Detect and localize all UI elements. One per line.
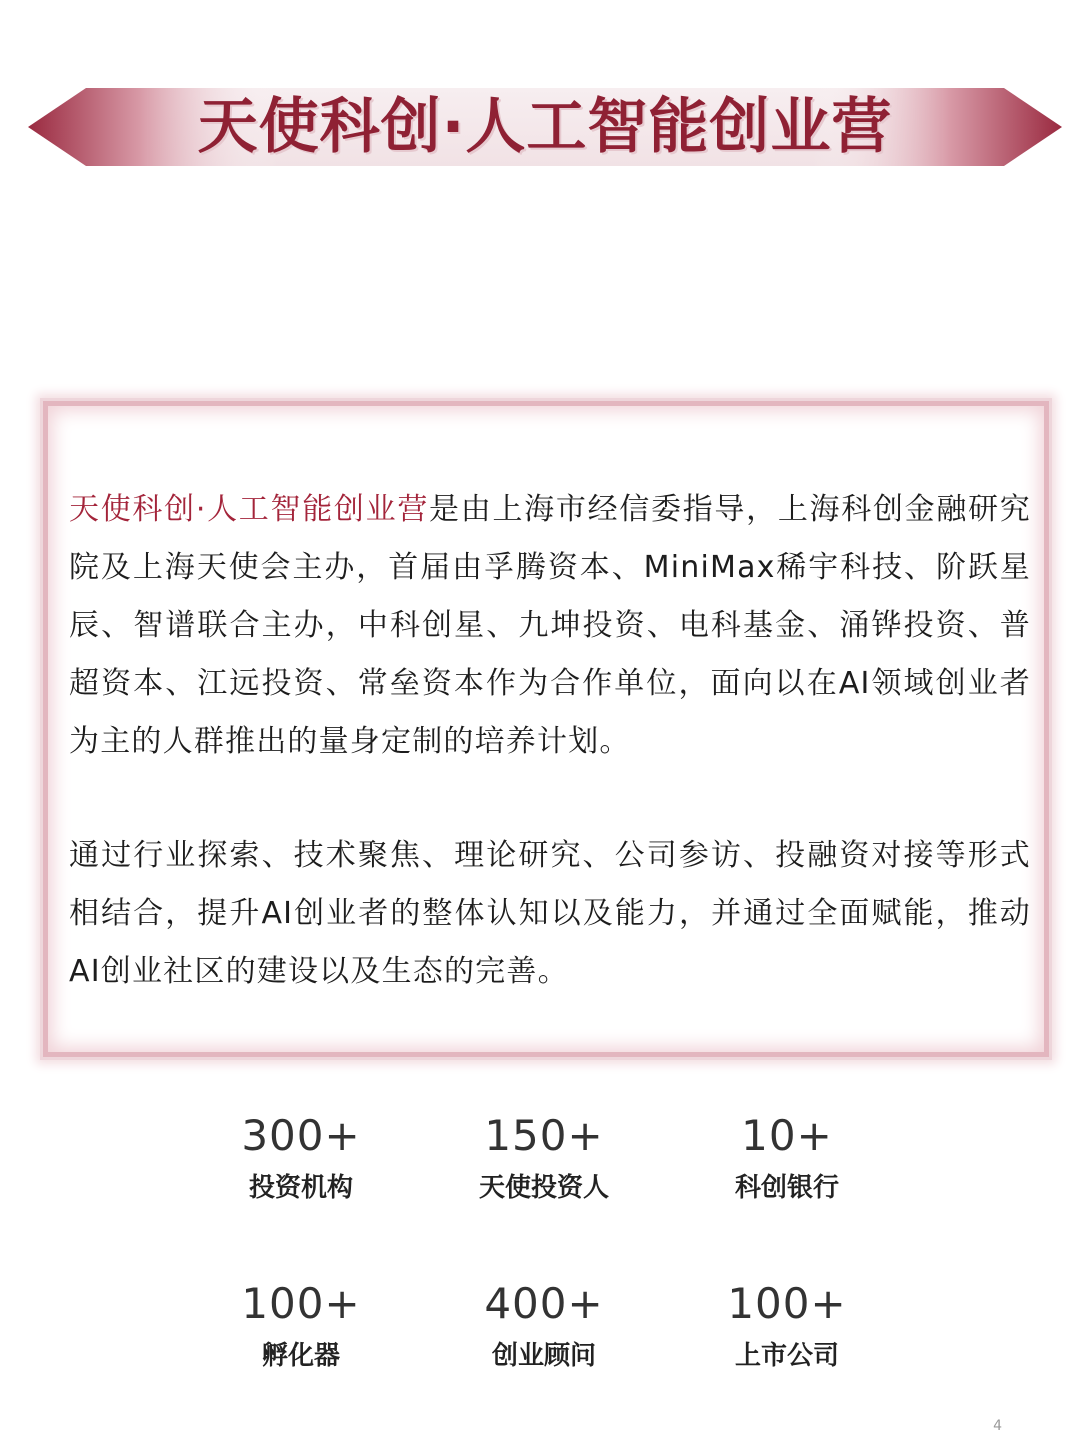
stat-label: 孵化器: [261, 1341, 340, 1371]
stat-value: 300+: [241, 1111, 361, 1160]
stat-label: 天使投资人: [478, 1173, 609, 1203]
stat-item: [666, 1276, 908, 1376]
stat-label: 科创银行: [734, 1173, 839, 1203]
intro-paragraph-1-text: 是由上海市经信委指导，上海科创金融研究院及上海天使会主办，首届由孚腾资本、MiniMax稀宇科技、阶跃星辰、智谱联合主办，中科创星、九坤投资、电科基金、涌铧投资、普超资本、江远投资、常垒资本作为合作单位，面向以在AI领域创业者为主的人群推出的量身定制的培养计划。: [69, 492, 1031, 759]
stat-value: 100+: [727, 1279, 847, 1328]
page-number: 4: [993, 1418, 1002, 1434]
intro-paragraph-2: 通过行业探索、技术聚焦、理论研究、公司参访、投融资对接等形式相结合，提升AI创业者的整体认知以及能力，并通过全面赋能，推动AI创业社区的建设以及生态的完善。: [69, 838, 1031, 989]
stat-value: 150+: [484, 1111, 604, 1160]
title-banner: [28, 84, 1062, 170]
stat-item: [423, 1276, 665, 1376]
program-name-highlight: 天使科创·人工智能创业营: [69, 492, 430, 527]
stat-item: [180, 1108, 422, 1208]
stat-item: [666, 1108, 908, 1208]
stat-label: 创业顾问: [491, 1341, 596, 1371]
stat-value: 400+: [484, 1279, 604, 1328]
page-title: 天使科创·人工智能创业营: [197, 92, 893, 162]
stat-item: [423, 1108, 665, 1208]
intro-text: [69, 481, 1031, 1001]
stat-label: 投资机构: [248, 1173, 353, 1203]
intro-paragraph-1: [69, 481, 1031, 771]
stat-label: 上市公司: [734, 1341, 839, 1371]
intro-card: [40, 398, 1052, 1060]
stat-item: [180, 1276, 422, 1376]
stat-value: 10+: [741, 1111, 833, 1160]
stat-value: 100+: [241, 1279, 361, 1328]
